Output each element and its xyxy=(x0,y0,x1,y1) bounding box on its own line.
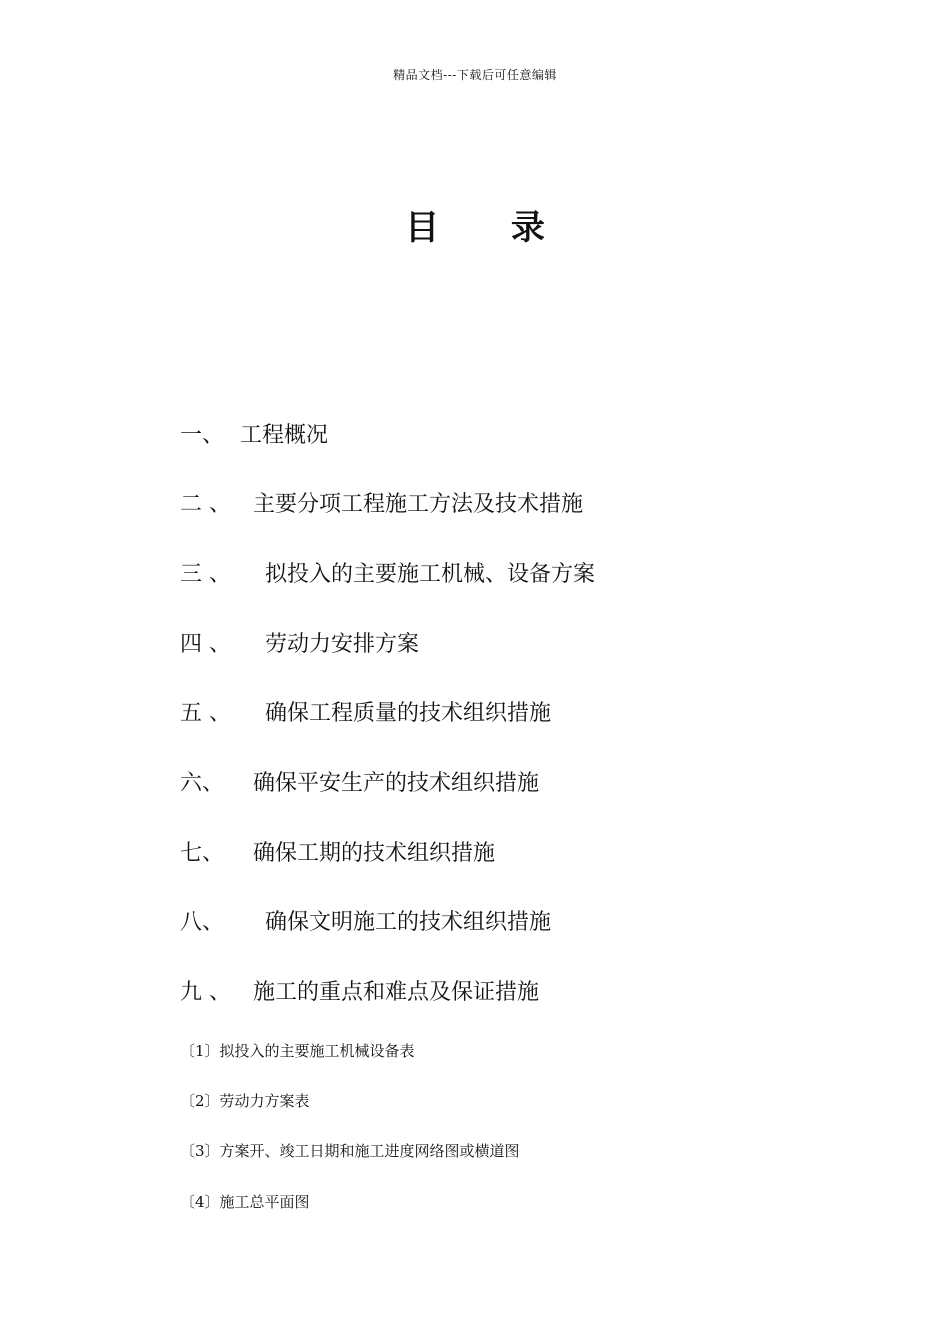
sub-item-3: 〔3〕方案开、竣工日期和施工进度网络图或横道图 xyxy=(180,1142,520,1160)
toc-item-text: 确保工程质量的技术组织措施 xyxy=(265,701,552,726)
toc-item-text: 确保平安生产的技术组织措施 xyxy=(253,771,540,796)
page-header: 精品文档---下载后可任意编辑 xyxy=(393,68,557,82)
sub-item-1: 〔1〕拟投入的主要施工机械设备表 xyxy=(180,1042,415,1060)
toc-item-number: 七、 xyxy=(180,841,225,866)
toc-item-5 xyxy=(180,699,552,729)
toc-item-text: 确保文明施工的技术组织措施 xyxy=(265,910,552,935)
toc-item-number: 六、 xyxy=(180,771,225,796)
toc-item-number: 五 、 xyxy=(180,701,231,726)
toc-item-text: 劳动力安排方案 xyxy=(265,632,420,657)
toc-item-number: 四 、 xyxy=(180,632,231,657)
toc-item-2 xyxy=(180,490,584,520)
toc-item-6 xyxy=(180,769,540,799)
toc-item-text: 工程概况 xyxy=(240,423,329,448)
toc-item-8 xyxy=(180,908,552,938)
toc-item-9 xyxy=(180,978,540,1008)
toc-item-3 xyxy=(180,560,596,590)
sub-item-4: 〔4〕施工总平面图 xyxy=(180,1193,310,1211)
toc-item-number: 三 、 xyxy=(180,562,231,587)
toc-item-number: 二 、 xyxy=(180,492,231,517)
toc-item-text: 确保工期的技术组织措施 xyxy=(253,841,496,866)
toc-item-7 xyxy=(180,839,496,869)
toc-item-text: 施工的重点和难点及保证措施 xyxy=(253,980,540,1005)
toc-item-number: 九 、 xyxy=(180,980,231,1005)
toc-item-1 xyxy=(180,421,329,451)
toc-item-text: 拟投入的主要施工机械、设备方案 xyxy=(265,562,596,587)
toc-item-number: 八、 xyxy=(180,910,225,935)
page-title: 目 录 xyxy=(405,208,575,248)
toc-item-text: 主要分项工程施工方法及技术措施 xyxy=(253,492,584,517)
toc-item-4 xyxy=(180,630,420,660)
sub-item-2: 〔2〕劳动力方案表 xyxy=(180,1092,310,1110)
toc-item-number: 一、 xyxy=(180,423,225,448)
